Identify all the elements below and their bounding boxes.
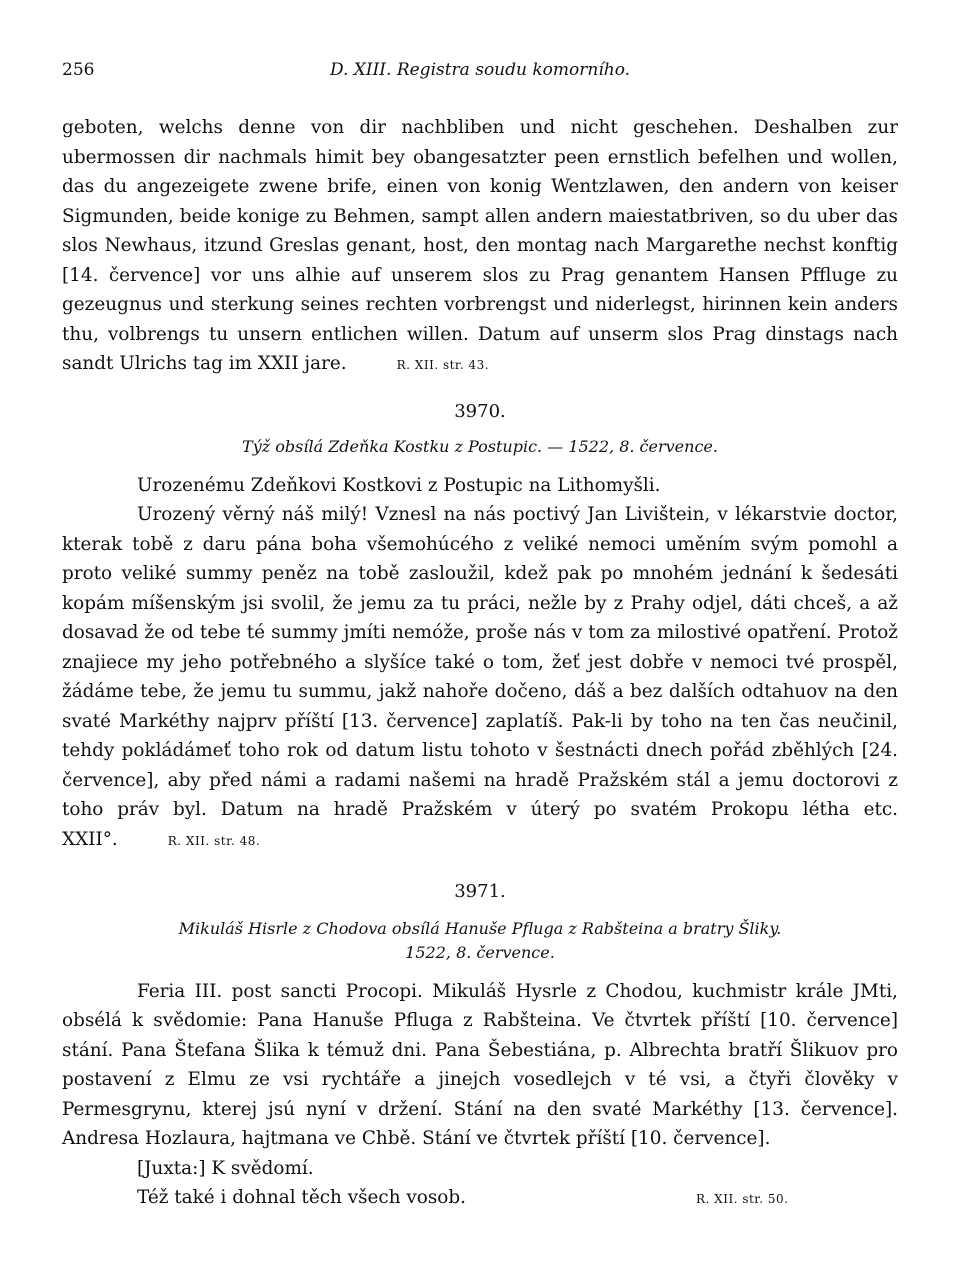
entry-heading: Týž obsílá Zdeňka Kostku z Postupic. — 1522, 8. července.: [242, 436, 718, 456]
record-final: [62, 1183, 898, 1215]
entry-heading-line-1: Mikuláš Hisrle z Chodova obsílá Hanuše Pfluga z Rabšteina a bratry Šliky.: [178, 918, 782, 938]
letter-address: Urozenému Zdeňkovi Kostkovi z Postupic na Lithomyšli.: [137, 474, 661, 496]
continued-letter-paragraph: [62, 113, 898, 381]
register-reference: R. XII. str. 48.: [167, 833, 261, 848]
letter-paragraph: [62, 500, 898, 856]
record-juxta: [Juxta:] K svědomí.: [137, 1157, 314, 1179]
entry-number: 3970.: [454, 401, 506, 422]
record-final-text: Též také i dohnal těch všech vosob.: [137, 1187, 466, 1208]
continued-letter-block: [62, 113, 898, 381]
entry-3971: [62, 877, 898, 1215]
page-number: 256: [62, 60, 95, 80]
running-title: D. XIII. Registra soudu komorního.: [329, 60, 631, 80]
entry-heading-line-2: 1522, 8. července.: [405, 942, 555, 962]
record-paragraph: Feria III. post sancti Procopi. Mikuláš Hysrle z Chodou, kuchmistr krále JMti, obsélá k svědomie: Pana Hanuše Pfluga z Rabšteina. Ve čtvrtek příští [10. července] stání. Pana Štefana Šlika k témuž dni. Pana Šebestiána, p. Albrechta bratří Šlikuov pro postavení z Elmu ze vsi rychtáře a jinejch vosedlejch v té vsi, a čtyři člověky v Permesgrynu, kterej jsú nyní v držení. Stání na den svaté Markéthy [13. července]. Andresa Hozlaura, hajtmana ve Chbě. Stání ve čtvrtek příští [10. července].: [62, 980, 898, 1149]
register-reference: R. XII. str. 43.: [396, 358, 490, 372]
entry-3970: [62, 397, 898, 856]
letter-text: Urozený věrný náš milý! Vznesl na nás poctivý Jan Livištein, v lékarstvie doctor, kterak tobě z daru pána boha všemohúcého z veliké nemoci uměním svým pomohl a proto veliké summy peněz na tobě zasloužil, kdež pak po mnohém jednání k šedesáti kopám míšenským jsi svolil, že jemu za tu práci, nežle by z Prahy odjel, dáti chceš, a až dosavad že od tebe té summy jmíti nemóže, proše nás v tom za milostivé opatření. Protož znajiece my jeho potřebného a slyšíce také o tom, žeť jest dobře v nemoci tvé prospěl, žádáme tebe, že jemu tu summu, jakž nahoře dočeno, dáš a bez dalších odtahuov na den svaté Markéthy najprv příští [13. července] zaplatíš. Pak-li by toho na ten čas neučinil, tehdy pokládámeť toho rok od datum listu tohoto v šestnácti dnech pořád zběhlých [24. července], aby před námi a radami našemi na hradě Pražském stál a jemu doctorovi z toho práv byl. Datum na hradě Pražském v úterý po svatém Prokopu létha etc. XXII°.: [62, 504, 898, 850]
page-header: [62, 60, 898, 86]
continued-letter-text: geboten, welchs denne von dir nachbliben und nicht geschehen. Deshalben zur ubermossen dir nachmals himit bey obangesatzter peen ernstlich befelhen und wollen, das du angezeigete zwene brife, einen von konig Wentzlawen, den andern von keiser Sigmunden, beide konige zu Behmen, sampt allen andern maiestatbriven, so du uber das slos Newhaus, itzund Greslas genant, host, den montag nach Margarethe nechst konftig [14. července] vor uns alhie auf unserem slos zu Prag genantem Hansen Pffluge zu gezeugnus und sterkung seines rechten vorbrengst und niderlegst, hirinnen kein anders thu, volbrengs tu unsern entlichen willen. Datum auf unserm slos Prag dinstags nach sandt Ulrichs tag im XXII jare.: [62, 117, 898, 374]
entry-number: 3971.: [454, 881, 506, 902]
register-reference: R. XII. str. 50.: [696, 1192, 789, 1206]
